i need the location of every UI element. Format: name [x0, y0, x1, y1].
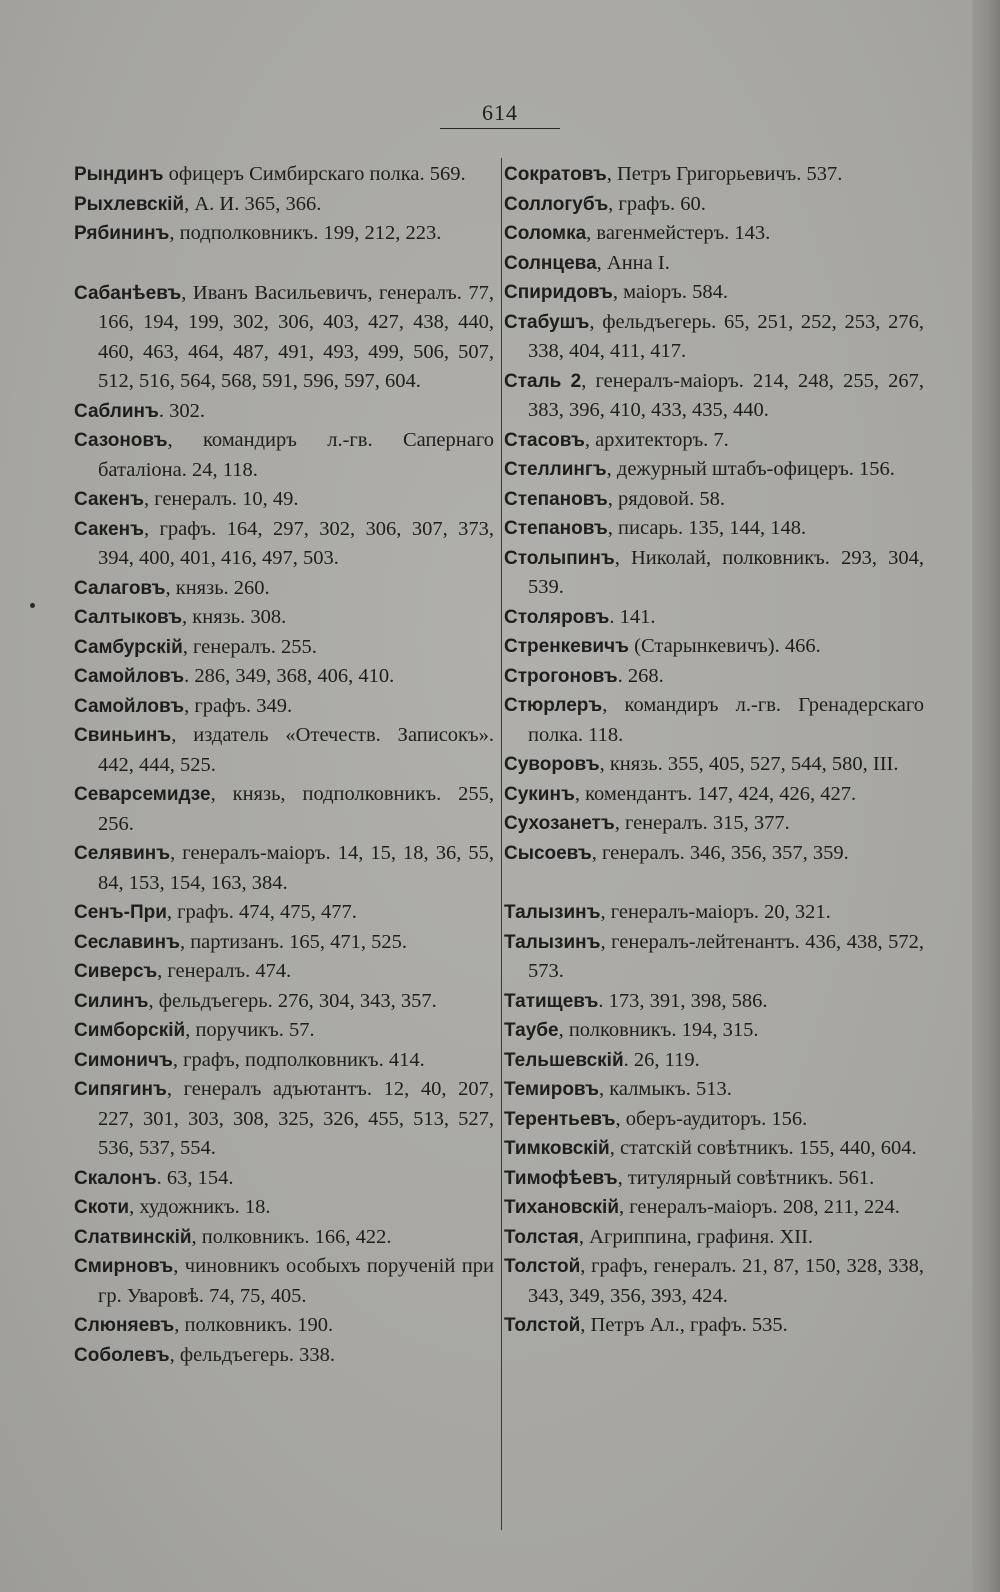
entry-details: , генералъ-лейтенантъ. 436, 438, 572, 573.: [528, 930, 924, 982]
entry-name: Толстой: [504, 1315, 581, 1336]
index-entry: [504, 1311, 924, 1341]
entry-name: Солнцева: [504, 252, 597, 274]
left-column: [74, 160, 494, 1370]
entry-name: Сократовъ: [504, 164, 607, 185]
entry-name: Сазоновъ: [74, 430, 168, 451]
entry-name: Самойловъ: [74, 666, 185, 687]
index-entry: [74, 279, 494, 397]
entry-details: , командиръ л.-гв. Гренадерскаго полка. 118.: [528, 694, 924, 746]
entry-name: Стеллингъ: [504, 459, 607, 480]
entry-details: . 268.: [617, 664, 664, 687]
entry-name: Соболевъ: [74, 1344, 170, 1366]
index-entry: [74, 780, 494, 839]
entry-name: Салтыковъ: [74, 607, 183, 628]
entry-name: Самойловъ: [74, 695, 185, 717]
index-entry: [74, 1252, 494, 1311]
entry-name: Терентьевъ: [504, 1108, 616, 1130]
entry-name: Темировъ: [504, 1079, 599, 1100]
index-entry: [504, 190, 924, 220]
index-entry: [74, 1164, 494, 1194]
entry-details: , генералъ. 255.: [182, 635, 317, 658]
entry-details: , поручикъ. 57.: [185, 1019, 315, 1041]
entry-details: , генералъ-маіоръ. 14, 15, 18, 36, 55, 84, 153, 154, 163, 384.: [98, 842, 494, 894]
entry-name: Сукинъ: [504, 783, 575, 805]
entry-name: Стасовъ: [504, 429, 585, 451]
entry-name: Степановъ: [504, 518, 608, 539]
index-entry: [74, 485, 494, 515]
entry-details: , генералъ. 474.: [157, 960, 292, 982]
entry-name: Спиридовъ: [504, 282, 613, 303]
index-entry: [504, 485, 924, 515]
entry-name: Сенъ-При: [74, 902, 167, 923]
entry-details: , Николай, полковникъ. 293, 304, 539.: [528, 546, 924, 598]
entry-details: , графъ, генералъ. 21, 87, 150, 328, 338, 343, 349, 356, 393, 424.: [528, 1255, 924, 1307]
entry-details: , генералъ адъютантъ. 12, 40, 207, 227, 301, 303, 308, 325, 326, 455, 513, 527, 536, 537, 554.: [98, 1078, 494, 1159]
entry-details: , генералъ-маіоръ. 20, 321.: [600, 901, 831, 923]
entry-details: , генералъ. 10, 49.: [143, 488, 299, 510]
index-entry: [74, 1311, 494, 1341]
entry-name: Смирновъ: [74, 1256, 174, 1277]
column-divider: [501, 158, 502, 1530]
section-gap: [504, 868, 924, 898]
index-entry: [74, 1046, 494, 1076]
entry-details: , графъ. 349.: [184, 694, 293, 717]
print-speck: [30, 603, 35, 608]
index-entry: [504, 662, 924, 692]
index-entry: [74, 603, 494, 633]
index-entry: [504, 278, 924, 308]
entry-details: , комендантъ. 147, 424, 426, 427.: [574, 782, 857, 805]
entry-details: , Петръ Григорьевичъ. 537.: [606, 163, 843, 185]
entry-details: , чиновникъ особыхъ порученій при гр. Уваровѣ. 74, 75, 405.: [98, 1255, 494, 1307]
entry-details: , графъ. 474, 475, 477.: [166, 901, 357, 923]
entry-details: , графъ, подполковникъ. 414.: [172, 1048, 425, 1071]
entry-name: Татищевъ: [504, 990, 599, 1012]
index-entry: [504, 898, 924, 928]
index-entry: [504, 1016, 924, 1046]
index-entry: [504, 1046, 924, 1076]
entry-name: Стюрлеръ: [504, 695, 603, 716]
index-entry: [74, 721, 494, 780]
entry-name: Стренкевичъ: [504, 636, 629, 657]
entry-name: Сабанѣевъ: [74, 282, 182, 304]
page-number: 614: [482, 100, 518, 125]
entry-name: Толстая: [504, 1226, 579, 1248]
index-entry: [74, 397, 494, 427]
index-entry: [74, 190, 494, 220]
entry-details: , фельдъегерь. 338.: [169, 1343, 335, 1366]
index-entry: [74, 426, 494, 485]
index-entry: [504, 1134, 924, 1164]
entry-name: Силинъ: [74, 990, 149, 1012]
entry-name: Скалонъ: [74, 1167, 157, 1189]
entry-name: Сухозанетъ: [504, 813, 615, 834]
index-entry: [74, 219, 494, 249]
index-entry: [74, 633, 494, 663]
entry-name: Стабушъ: [504, 311, 590, 333]
index-entry: [74, 1193, 494, 1223]
index-entry: [504, 780, 924, 810]
entry-name: Сакенъ: [74, 518, 144, 540]
index-entry: [504, 1105, 924, 1135]
entry-details: (Старынкевичъ). 466.: [629, 635, 821, 657]
entry-details: , князь. 260.: [165, 576, 270, 599]
entry-details: , фельдъегерь. 276, 304, 343, 357.: [148, 989, 437, 1012]
entry-details: . 302.: [158, 399, 205, 422]
entry-details: , Петръ Ал., графъ. 535.: [580, 1314, 788, 1336]
entry-name: Таубе: [504, 1020, 559, 1041]
index-entry: [74, 1075, 494, 1164]
index-entry: [504, 544, 924, 603]
entry-details: , командиръ л.-гв. Сапернаго баталіона. 24, 118.: [98, 429, 494, 481]
entry-name: Самбурскій: [74, 636, 183, 658]
entry-name: Сеславинъ: [74, 931, 180, 953]
index-entry: [504, 455, 924, 485]
index-entry: [74, 928, 494, 958]
entry-name: Симоничъ: [74, 1049, 173, 1071]
entry-name: Севарсемидзе: [74, 784, 211, 805]
entry-details: . 286, 349, 368, 406, 410.: [184, 665, 395, 687]
index-entry: [504, 426, 924, 456]
index-entry: [504, 1223, 924, 1253]
entry-name: Строгоновъ: [504, 665, 618, 687]
entry-name: Суворовъ: [504, 754, 600, 775]
entry-details: , маіоръ. 584.: [612, 281, 728, 303]
entry-details: , вагенмейстеръ. 143.: [586, 222, 771, 244]
index-entry: [74, 662, 494, 692]
entry-details: . 141.: [609, 605, 656, 628]
entry-details: , рядовой. 58.: [607, 487, 726, 510]
index-entry: [74, 160, 494, 190]
entry-name: Тихановскій: [504, 1197, 620, 1218]
index-entry: [74, 957, 494, 987]
entry-details: , партизанъ. 165, 471, 525.: [179, 930, 408, 953]
entry-name: Салаговъ: [74, 577, 166, 599]
entry-name: Сталь 2: [504, 370, 582, 392]
entry-name: Столяровъ: [504, 606, 610, 628]
entry-name: Соломка: [504, 223, 587, 244]
index-entry: [504, 367, 924, 426]
entry-details: , генералъ-маіоръ. 208, 211, 224.: [619, 1196, 900, 1218]
entry-details: , полковникъ. 190.: [174, 1314, 334, 1336]
entry-details: , генералъ-маіоръ. 214, 248, 255, 267, 383, 396, 410, 433, 435, 440.: [528, 369, 924, 421]
page-number-rule: [440, 128, 560, 129]
entry-name: Тельшевскій: [504, 1049, 624, 1071]
entry-details: , фельдъегерь. 65, 251, 252, 253, 276, 338, 404, 411, 417.: [528, 310, 924, 362]
entry-name: Сысоевъ: [504, 842, 592, 864]
section-gap: [74, 249, 494, 279]
index-entry: [504, 632, 924, 662]
index-entry: [74, 692, 494, 722]
entry-name: Тимковскій: [504, 1138, 610, 1159]
index-entry: [504, 1075, 924, 1105]
entry-details: , издатель «Отечеств. Записокъ». 442, 444, 525.: [98, 724, 494, 776]
entry-name: Сакенъ: [74, 489, 144, 510]
entry-name: Саблинъ: [74, 400, 159, 422]
page-edge-shadow: [972, 0, 1000, 1592]
entry-name: Сипягинъ: [74, 1079, 167, 1100]
entry-details: , писарь. 135, 144, 148.: [607, 517, 807, 539]
entry-details: офицеръ Симбирскаго полка. 569.: [163, 163, 466, 185]
index-entry: [74, 515, 494, 574]
entry-details: , оберъ-аудиторъ. 156.: [615, 1107, 808, 1130]
entry-details: . 26, 119.: [623, 1048, 700, 1071]
index-entry: [504, 1193, 924, 1223]
entry-details: , полковникъ. 194, 315.: [558, 1019, 759, 1041]
entry-name: Столыпинъ: [504, 547, 615, 569]
entry-details: , художникъ. 18.: [129, 1196, 271, 1218]
index-entry: [504, 514, 924, 544]
index-entry: [504, 987, 924, 1017]
index-entry: [74, 898, 494, 928]
entry-name: Скоти: [74, 1197, 130, 1218]
index-entry: [74, 1341, 494, 1371]
index-entry: [504, 160, 924, 190]
entry-name: Слюняевъ: [74, 1315, 175, 1336]
index-entry: [74, 839, 494, 898]
entry-name: Степановъ: [504, 488, 608, 510]
entry-name: Сиверсъ: [74, 961, 158, 982]
index-entry: [504, 249, 924, 279]
entry-details: , генералъ. 346, 356, 357, 359.: [591, 841, 849, 864]
entry-name: Селявинъ: [74, 843, 171, 864]
entry-details: , полковникъ. 166, 422.: [191, 1225, 392, 1248]
index-entry: [74, 987, 494, 1017]
entry-name: Толстой: [504, 1256, 581, 1277]
entry-name: Слатвинскій: [74, 1226, 192, 1248]
entry-details: . 173, 391, 398, 586.: [598, 989, 768, 1012]
entry-name: Талызинъ: [504, 902, 601, 923]
entry-details: , архитекторъ. 7.: [584, 428, 729, 451]
entry-details: , калмыкъ. 513.: [598, 1078, 732, 1100]
index-entry: [74, 1223, 494, 1253]
index-entry: [504, 1252, 924, 1311]
index-entry: [504, 603, 924, 633]
index-entry: [504, 691, 924, 750]
entry-name: Талызинъ: [504, 931, 601, 953]
entry-details: , Агриппина, графиня. XII.: [578, 1225, 814, 1248]
entry-details: , А. И. 365, 366.: [184, 192, 322, 215]
right-column: [504, 160, 924, 1341]
entry-details: , статскій совѣтникъ. 155, 440, 604.: [609, 1137, 917, 1159]
entry-details: , дежурный штабъ-офицеръ. 156.: [606, 458, 895, 480]
entry-details: , графъ. 60.: [608, 192, 706, 215]
entry-name: Соллогубъ: [504, 193, 609, 215]
entry-details: , князь, подполковникъ. 255, 256.: [98, 783, 494, 835]
index-entry: [504, 219, 924, 249]
index-entry: [504, 839, 924, 869]
index-entry: [504, 928, 924, 987]
entry-name: Рындинъ: [74, 164, 164, 185]
entry-details: , титулярный совѣтникъ. 561.: [617, 1166, 875, 1189]
entry-details: , генералъ. 315, 377.: [614, 812, 790, 834]
index-entry: [504, 750, 924, 780]
index-entry: [504, 809, 924, 839]
entry-details: , Иванъ Васильевичъ, генералъ. 77, 166, 194, 199, 302, 306, 403, 427, 438, 440, 460, 463, 464, 487, 491, 493, 499, 506, 507, 512, 516, 564, 568, 591, 596, 597, 604.: [98, 281, 494, 392]
entry-details: , князь. 355, 405, 527, 544, 580, III.: [599, 753, 899, 775]
index-entry: [504, 1164, 924, 1194]
entry-name: Свиньинъ: [74, 725, 172, 746]
entry-name: Тимофѣевъ: [504, 1167, 618, 1189]
entry-details: , графъ. 164, 297, 302, 306, 307, 373, 394, 400, 401, 416, 497, 503.: [98, 517, 494, 569]
entry-name: Рябининъ: [74, 223, 170, 244]
index-entry: [74, 574, 494, 604]
entry-name: Рыхлевскій: [74, 193, 185, 215]
entry-details: , подполковникъ. 199, 212, 223.: [169, 222, 442, 244]
index-entry: [74, 1016, 494, 1046]
entry-name: Симборскій: [74, 1020, 186, 1041]
entry-details: , князь. 308.: [182, 606, 287, 628]
entry-details: , Анна I.: [596, 251, 670, 274]
index-entry: [504, 308, 924, 367]
entry-details: . 63, 154.: [156, 1166, 234, 1189]
